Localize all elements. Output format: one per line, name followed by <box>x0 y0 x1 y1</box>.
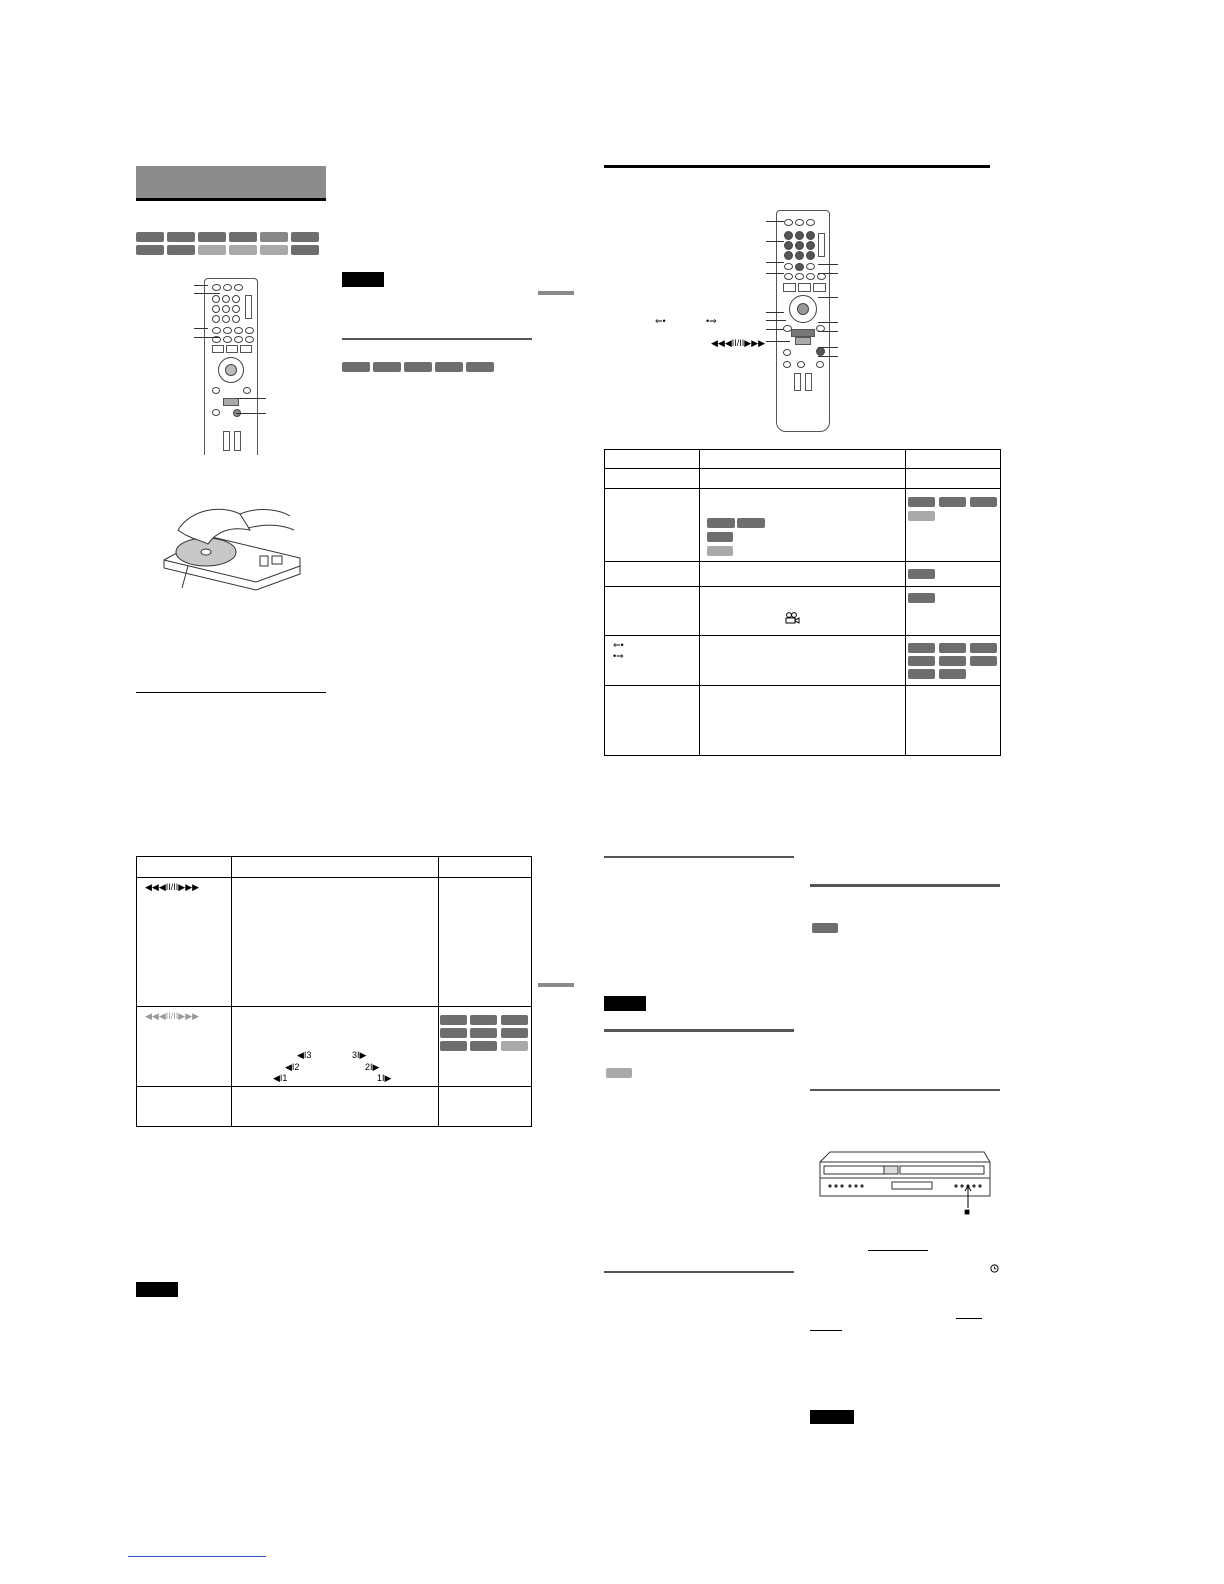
remote-button <box>806 263 815 270</box>
remote-button <box>816 347 825 356</box>
remote-slot <box>794 373 801 391</box>
disc-badge <box>440 1041 467 1051</box>
disc-badge <box>440 1015 467 1025</box>
disc-badge <box>812 923 838 933</box>
section-divider <box>604 1271 794 1273</box>
disc-badge <box>136 245 164 255</box>
remote-slot <box>245 295 252 319</box>
remote-button <box>245 336 254 343</box>
remote-numpad-key <box>795 251 804 260</box>
remote-button <box>212 387 220 394</box>
underline-mark <box>956 1318 982 1319</box>
slow-step-right-1: 1I▶ <box>377 1073 392 1083</box>
callout-line <box>766 221 784 222</box>
remote-button <box>816 361 824 368</box>
remote-numpad-key <box>784 231 793 240</box>
remote-enter-button <box>225 364 237 376</box>
remote-button <box>212 295 220 303</box>
disc-badge <box>136 232 164 242</box>
callout-line <box>766 241 784 242</box>
section-divider <box>810 884 1000 887</box>
remote-button <box>817 273 826 280</box>
remote-button <box>222 295 230 303</box>
remote-button <box>212 327 221 334</box>
underline-mark <box>810 1330 842 1331</box>
remote-control-illustration <box>776 210 830 432</box>
remote-numpad-key <box>806 251 815 260</box>
remote-button <box>234 284 243 291</box>
disc-badge <box>198 245 226 255</box>
slow-step-right-2: 2I▶ <box>365 1062 380 1072</box>
callout-line <box>818 331 838 332</box>
callout-line <box>766 329 784 330</box>
underline-mark <box>868 1250 928 1251</box>
disc-badge <box>198 232 226 242</box>
remote-numpad-key <box>784 251 793 260</box>
note-label-box <box>136 1282 178 1297</box>
remote-button <box>243 387 251 394</box>
table-col-rule <box>905 450 906 755</box>
table-row-rule <box>137 1006 531 1007</box>
section-divider <box>604 856 794 858</box>
camera-angle-icon <box>785 612 801 624</box>
disc-badge <box>440 1028 467 1038</box>
remote-button <box>813 283 826 292</box>
disc-badge <box>970 497 997 507</box>
remote-control-illustration <box>204 278 258 455</box>
disc-badge <box>908 511 935 521</box>
replay-arrow-label: ⇐• <box>655 316 666 326</box>
disc-badge <box>908 497 935 507</box>
note-label-box <box>604 996 646 1011</box>
slow-step-right-3: 3I▶ <box>352 1050 367 1060</box>
section-header-rule <box>136 198 326 201</box>
remote-slot <box>223 431 230 451</box>
remote-button <box>795 273 804 280</box>
callout-line <box>766 273 784 274</box>
remote-button <box>223 336 232 343</box>
advance-arrow-label: •⇒ <box>706 316 717 326</box>
table-row-rule <box>605 586 1000 587</box>
disc-badge <box>707 532 733 542</box>
clock-icon <box>990 1264 999 1273</box>
disc-badge <box>908 669 935 679</box>
table-header-rule <box>605 468 1000 469</box>
disc-badge <box>908 643 935 653</box>
disc-badge <box>167 232 195 242</box>
callout-line <box>766 341 790 342</box>
remote-button <box>784 273 793 280</box>
remote-button <box>240 345 252 353</box>
callout-line <box>194 337 220 338</box>
remote-button <box>234 336 243 343</box>
remote-numpad-key <box>795 231 804 240</box>
note-label-box <box>810 1410 854 1424</box>
remote-button <box>223 284 232 291</box>
disc-badge <box>737 518 765 528</box>
disc-badge <box>404 362 432 372</box>
disc-badge <box>229 232 257 242</box>
section-divider <box>810 1089 1000 1091</box>
disc-badge <box>707 546 733 556</box>
table-row-rule <box>605 488 1000 489</box>
disc-badge <box>470 1015 497 1025</box>
remote-transport-button <box>223 398 239 406</box>
remote-button <box>234 327 243 334</box>
remote-button <box>245 327 254 334</box>
callout-line <box>236 398 266 399</box>
disc-badge <box>501 1015 528 1025</box>
remote-button <box>212 345 224 353</box>
disc-badge <box>167 245 195 255</box>
disc-badge <box>466 362 494 372</box>
remote-button <box>798 283 811 292</box>
remote-button <box>223 327 232 334</box>
page-side-tab <box>538 291 574 295</box>
remote-enter-button <box>797 303 809 315</box>
callout-line <box>766 312 784 313</box>
playback-functions-table <box>604 449 1001 756</box>
table-header-rule <box>137 877 531 878</box>
disc-badge <box>939 656 966 666</box>
remote-numpad-key <box>784 241 793 250</box>
transport-symbol-slow: ◀◀◀II/II▶▶▶ <box>145 1011 200 1021</box>
disc-badge <box>970 656 997 666</box>
remote-button <box>806 273 815 280</box>
transport-symbol-label: ◀◀◀II/II▶▶▶ <box>711 338 766 348</box>
callout-line <box>236 413 266 414</box>
section-divider <box>604 1029 794 1032</box>
callout-line <box>194 328 208 329</box>
callout-line <box>818 264 838 265</box>
remote-button <box>222 305 230 313</box>
remote-button <box>783 361 791 368</box>
disc-badge <box>470 1028 497 1038</box>
disc-badge <box>373 362 401 372</box>
remote-button <box>795 263 804 271</box>
disc-badge <box>939 643 966 653</box>
disc-badge <box>342 362 370 372</box>
remote-numpad-key <box>806 231 815 240</box>
remote-button <box>232 315 240 323</box>
callout-line <box>766 320 786 321</box>
disc-badge <box>908 593 935 603</box>
right-page <box>600 0 1224 1584</box>
remote-button <box>212 305 220 313</box>
remote-button <box>212 284 221 291</box>
disc-badge <box>291 245 319 255</box>
page-side-tab <box>538 983 574 987</box>
playback-operations-table <box>136 856 532 1127</box>
callout-line <box>818 347 838 348</box>
front-panel-illustration <box>816 1150 994 1208</box>
remote-button <box>232 305 240 313</box>
section-divider <box>342 338 532 340</box>
disc-badge <box>501 1041 528 1051</box>
disc-loading-illustration <box>160 500 302 592</box>
remote-button <box>784 263 793 270</box>
callout-line <box>766 262 784 263</box>
slow-step-left-1: ◀I1 <box>273 1073 288 1083</box>
remote-button <box>783 349 791 356</box>
remote-button <box>212 409 220 416</box>
disc-badge <box>260 245 288 255</box>
replay-symbol: ⇐• <box>613 640 624 650</box>
left-page <box>0 0 600 1584</box>
section-header-bar <box>136 166 326 198</box>
disc-badge <box>435 362 463 372</box>
remote-transport-button <box>795 337 811 345</box>
remote-button <box>232 295 240 303</box>
disc-badge <box>260 232 288 242</box>
remote-button <box>795 219 804 226</box>
callout-line <box>818 273 838 274</box>
remote-slot <box>818 233 825 257</box>
remote-numpad-key <box>806 241 815 250</box>
remote-button <box>784 219 793 226</box>
table-row-rule <box>137 1086 531 1087</box>
disc-badge <box>908 656 935 666</box>
remote-button <box>222 315 230 323</box>
table-row-rule <box>605 685 1000 686</box>
section-divider <box>136 692 326 693</box>
table-col-rule <box>438 857 439 1126</box>
disc-badge <box>970 643 997 653</box>
remote-slot <box>805 373 812 391</box>
remote-button <box>806 219 815 226</box>
callout-line <box>194 285 208 286</box>
disc-badge <box>501 1028 528 1038</box>
disc-badge <box>908 569 935 579</box>
remote-numpad-key <box>795 241 804 250</box>
callout-line <box>194 293 220 294</box>
remote-transport-button <box>791 329 815 337</box>
page-top-rule <box>604 165 990 168</box>
stop-button-label: ■ <box>964 1207 971 1218</box>
remote-button <box>783 283 796 292</box>
note-label-box <box>342 272 384 287</box>
footer-link[interactable] <box>128 1556 266 1557</box>
advance-symbol: •⇒ <box>613 651 624 661</box>
remote-button <box>226 345 238 353</box>
callout-line <box>818 356 838 357</box>
disc-badge <box>606 1068 632 1078</box>
table-col-rule <box>231 857 232 1126</box>
transport-symbol: ◀◀◀II/II▶▶▶ <box>145 882 200 892</box>
disc-badge <box>939 497 966 507</box>
remote-button <box>797 361 805 368</box>
slow-step-left-2: ◀I2 <box>285 1062 300 1072</box>
remote-button <box>212 315 220 323</box>
disc-badge <box>291 232 319 242</box>
table-row-rule <box>605 635 1000 636</box>
callout-line <box>818 297 838 298</box>
table-col-rule <box>699 450 700 755</box>
slow-step-left-3: ◀I3 <box>297 1050 312 1060</box>
remote-slot <box>234 431 241 451</box>
disc-badge <box>470 1041 497 1051</box>
disc-badge <box>707 518 735 528</box>
disc-badge <box>939 669 966 679</box>
table-row-rule <box>605 561 1000 562</box>
disc-badge <box>229 245 257 255</box>
callout-line <box>818 322 838 323</box>
